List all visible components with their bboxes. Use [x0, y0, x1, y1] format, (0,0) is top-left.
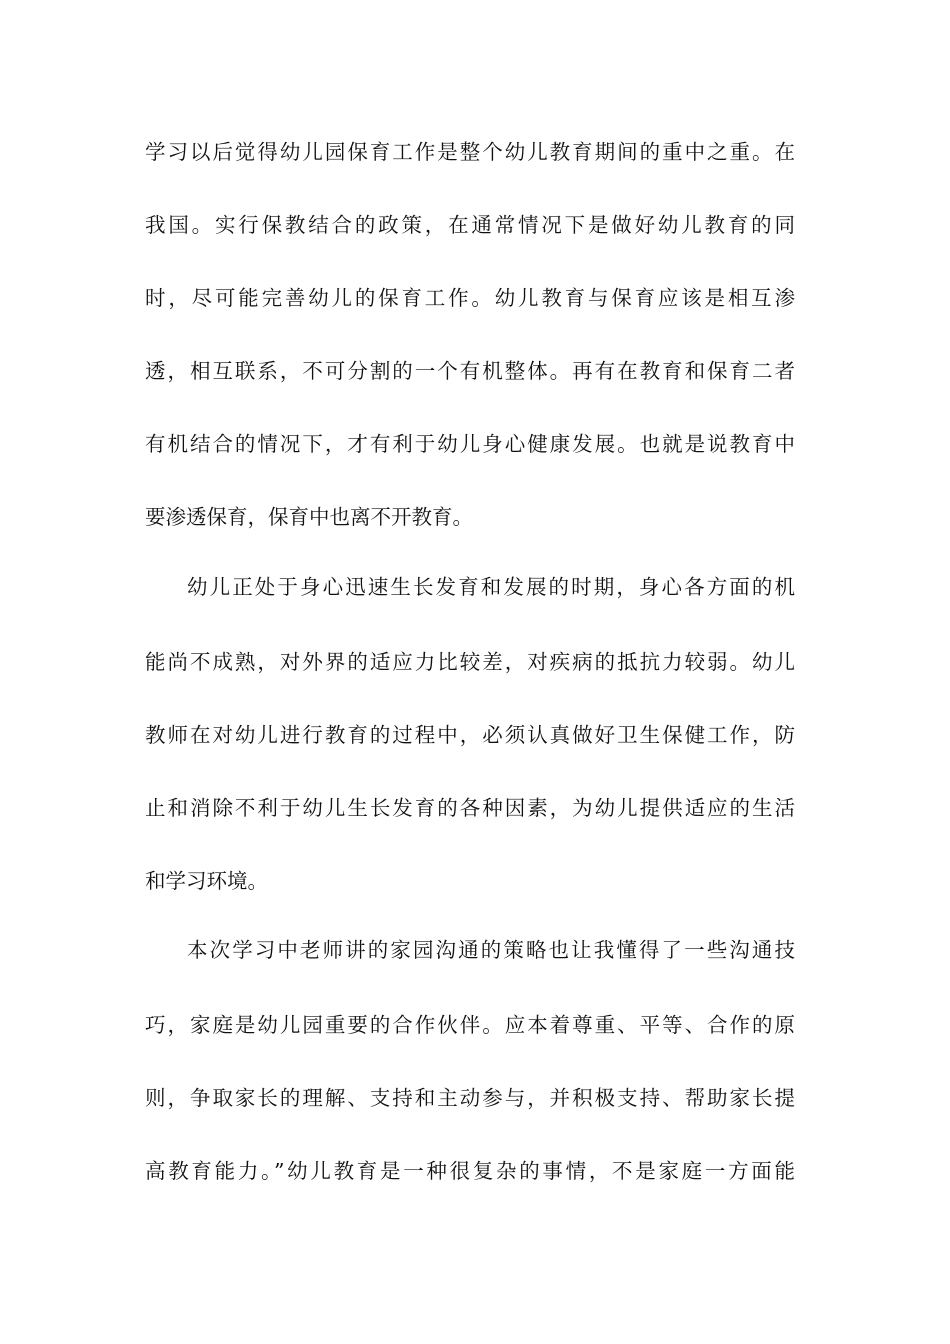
text-line: 我国。实行保教结合的政策，在通常情况下是做好幼儿教育的同 — [145, 213, 795, 237]
text-line: 学习以后觉得幼儿园保育工作是整个幼儿教育期间的重中之重。在 — [145, 140, 795, 164]
text-line: 能尚不成熟，对外界的适应力比较差，对疾病的抵抗力较弱。幼儿 — [145, 650, 795, 674]
paragraph-first-line: 幼儿正处于身心迅速生长发育和发展的时期，身心各方面的机 — [187, 575, 795, 599]
text-line: 高教育能力。”幼儿教育是一种很复杂的事情，不是家庭一方面能 — [145, 1159, 795, 1183]
text-line: 则，争取家长的理解、支持和主动参与，并积极支持、帮助家长提 — [145, 1086, 795, 1110]
text-line: 有机结合的情况下，才有利于幼儿身心健康发展。也就是说教育中 — [145, 432, 795, 456]
text-line: 透，相互联系，不可分割的一个有机整体。再有在教育和保育二者 — [145, 359, 795, 383]
text-line: 教师在对幼儿进行教育的过程中，必须认真做好卫生保健工作，防 — [145, 723, 795, 747]
text-line: 和学习环境。 — [145, 869, 268, 893]
text-line: 要渗透保育，保育中也离不开教育。 — [145, 505, 473, 529]
text-line: 时，尽可能完善幼儿的保育工作。幼儿教育与保育应该是相互渗 — [145, 286, 795, 310]
paragraph-first-line: 本次学习中老师讲的家园沟通的策略也让我懂得了一些沟通技 — [187, 938, 795, 962]
text-line: 止和消除不利于幼儿生长发育的各种因素，为幼儿提供适应的生活 — [145, 796, 795, 820]
text-line: 巧，家庭是幼儿园重要的合作伙伴。应本着尊重、平等、合作的原 — [145, 1013, 795, 1037]
